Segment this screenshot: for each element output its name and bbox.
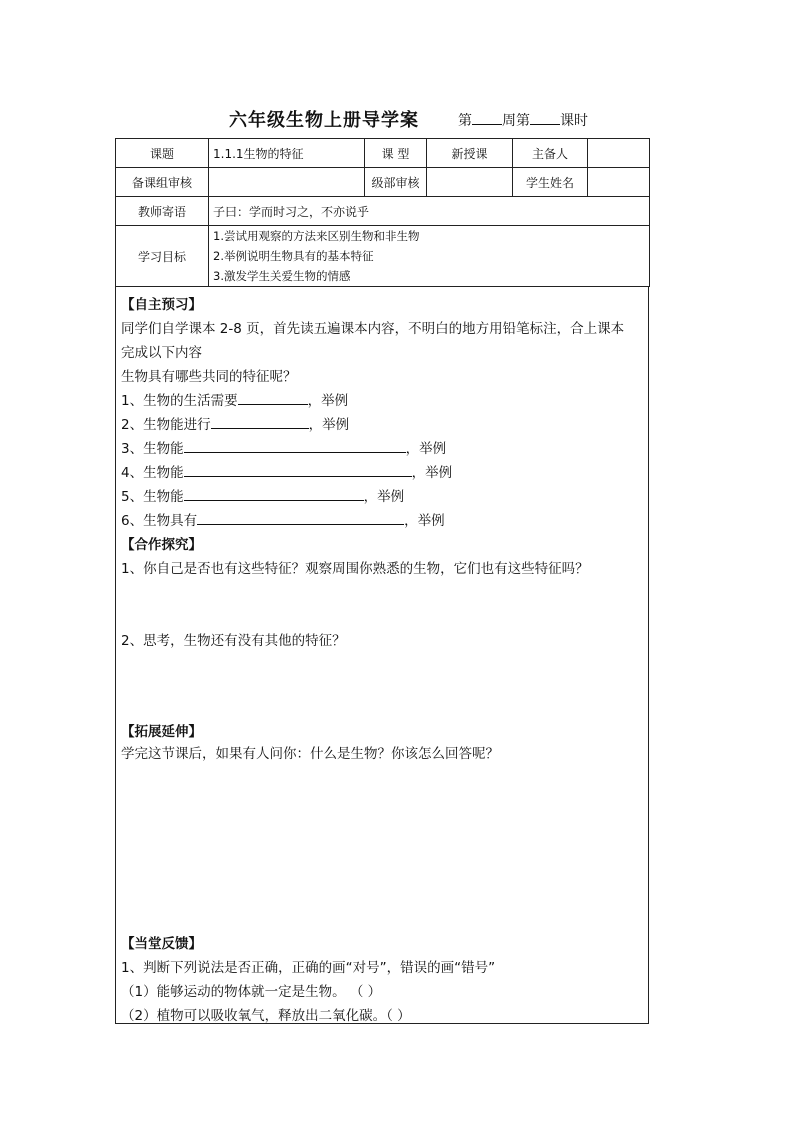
feature-item-5 — [121, 485, 404, 505]
feedback-statement-1: （1）能够运动的物体就一定是生物。 （ ） — [121, 984, 382, 1000]
grade-review-value[interactable] — [427, 168, 513, 197]
feedback-question: 1、判断下列说法是否正确，正确的画“对号”，错误的画“错号” — [121, 960, 496, 976]
answer-blank[interactable] — [211, 414, 309, 429]
learning-goals — [209, 226, 650, 287]
student-name-label: 学生姓名 — [513, 168, 588, 197]
feature-item-text: 1、生物的生活需要 — [121, 393, 238, 409]
header-table — [115, 138, 650, 287]
goal-item: 1.尝试用观察的方法来区别生物和非生物 — [213, 229, 420, 243]
explore-heading: 【合作探究】 — [121, 537, 202, 553]
preview-question: 生物具有哪些共同的特征呢？ — [121, 369, 297, 385]
topic-label: 课题 — [116, 139, 209, 168]
worksheet-body — [115, 286, 649, 1024]
answer-blank[interactable] — [184, 486, 364, 501]
feature-item-suffix: ，举例 — [404, 513, 445, 529]
feature-item-suffix: ，举例 — [308, 417, 350, 433]
lesson-blank[interactable] — [530, 110, 560, 125]
feature-item-text: 3、生物能 — [121, 441, 184, 457]
preview-heading: 【自主预习】 — [121, 297, 202, 313]
grade-review-label: 级部审核 — [365, 168, 427, 197]
learning-goals-label: 学习目标 — [116, 226, 209, 287]
answer-blank[interactable] — [184, 438, 406, 453]
feature-item-suffix: ，举例 — [307, 393, 349, 409]
header-row-goals — [116, 226, 650, 287]
document-title: 六年级生物上册导学案 — [229, 110, 419, 131]
feature-item-text: 2、生物能进行 — [121, 417, 211, 433]
answer-blank[interactable] — [197, 510, 404, 525]
title-line — [0, 106, 794, 134]
lesson-type-label: 课 型 — [365, 139, 427, 168]
week-prefix: 第 — [458, 113, 472, 129]
feature-item-text: 5、生物能 — [121, 489, 184, 505]
answer-blank[interactable] — [238, 390, 308, 405]
feature-item-2 — [121, 413, 349, 433]
feature-item-6 — [121, 509, 445, 529]
feedback-statement-2: （2）植物可以吸收氧气，释放出二氧化碳。（ ） — [121, 1008, 411, 1024]
preparer-label: 主备人 — [513, 139, 588, 168]
header-row-review — [116, 168, 650, 197]
feature-item-text: 6、生物具有 — [121, 513, 198, 529]
extend-heading: 【拓展延伸】 — [121, 724, 202, 740]
feature-item-text: 4、生物能 — [121, 465, 184, 481]
week-blank[interactable] — [472, 110, 502, 125]
week-suffix: 课时 — [560, 113, 588, 129]
feature-item-suffix: ，举例 — [405, 441, 447, 457]
header-row-topic — [116, 139, 650, 168]
week-lesson-line — [458, 110, 588, 130]
group-review-label: 备课组审核 — [116, 168, 209, 197]
lesson-type-value: 新授课 — [427, 139, 513, 168]
teacher-message-value: 子曰：学而时习之，不亦说乎 — [209, 197, 650, 226]
group-review-value[interactable] — [209, 168, 365, 197]
extend-question: 学完这节课后，如果有人问你：什么是生物？你该怎么回答呢？ — [121, 746, 499, 762]
topic-value: 1.1.1生物的特征 — [209, 139, 365, 168]
feature-item-suffix: ，举例 — [363, 489, 405, 505]
week-middle: 周第 — [502, 113, 530, 129]
feedback-heading: 【当堂反馈】 — [121, 936, 202, 952]
feature-item-4 — [121, 461, 452, 481]
goal-item: 2.举例说明生物具有的基本特征 — [213, 249, 374, 263]
feature-item-suffix: ，举例 — [411, 465, 453, 481]
preview-intro-line-2: 完成以下内容 — [121, 345, 202, 361]
student-name-value[interactable] — [588, 168, 650, 197]
explore-question-2: 2、思考，生物还有没有其他的特征？ — [121, 633, 346, 649]
explore-question-1: 1、你自己是否也有这些特征？观察周围你熟悉的生物，它们也有这些特征吗？ — [121, 561, 589, 577]
feature-item-3 — [121, 437, 446, 457]
feature-item-1 — [121, 389, 348, 409]
teacher-message-label: 教师寄语 — [116, 197, 209, 226]
goal-item: 3.激发学生关爱生物的情感 — [213, 269, 351, 283]
preparer-value[interactable] — [588, 139, 650, 168]
header-row-message — [116, 197, 650, 226]
preview-intro-line-1: 同学们自学课本 2-8 页，首先读五遍课本内容，不明白的地方用铅笔标注，合上课本 — [121, 321, 625, 337]
answer-blank[interactable] — [184, 462, 412, 477]
